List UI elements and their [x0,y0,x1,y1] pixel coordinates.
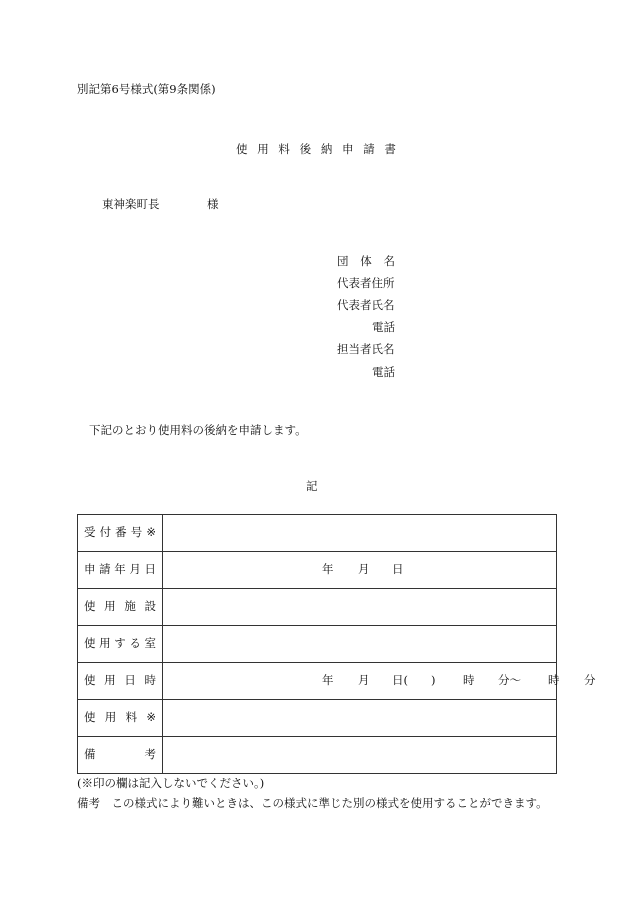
addressee-name: 東神楽町長 [102,197,160,211]
row-label-room [78,626,163,663]
row-label-application-date [78,552,163,589]
contact-phone-label: 電話 [372,365,395,379]
label-char: ※ [146,525,156,540]
label-char: 用 [104,599,116,614]
room-field[interactable] [163,626,557,663]
table-row [78,515,557,552]
minute-unit-end: 分 [584,673,596,687]
label-char: 月 [129,562,141,577]
hour-unit-start: 時 [463,673,475,687]
label-char: 日 [144,562,156,577]
title-char: 書 [384,142,396,156]
label-char: る [129,636,141,651]
ki-heading: 記 [306,479,318,493]
row-label-receipt-number [78,515,163,552]
label-char: 受 [84,525,96,540]
label-char: 使 [84,599,96,614]
table-row [78,663,557,700]
title-char: 請 [363,142,375,156]
row-label-remarks [78,737,163,774]
label-char: 設 [144,599,156,614]
table-row [78,552,557,589]
contact-name-label: 担当者氏名 [337,342,395,356]
label-char: 日 [124,673,136,688]
title-char: 料 [278,142,290,156]
addressee-honorific: 様 [207,197,219,211]
title-char: 納 [320,142,333,156]
phone-label: 電話 [372,320,395,334]
datetime-field[interactable] [163,663,596,700]
label-char: 請 [99,562,111,577]
row-label-facility [78,589,163,626]
label-char: 用 [104,673,116,688]
label-char: 備 [84,747,96,762]
receipt-number-field[interactable] [163,515,557,552]
row-label-fee [78,700,163,737]
month-unit: 月 [358,562,370,576]
label-char: ※ [146,710,156,725]
day-unit: 日( [392,673,408,687]
table-row [78,626,557,663]
title-char: 後 [299,142,312,156]
label-char: 付 [99,525,112,540]
label-char: 用 [104,710,117,725]
table-row [78,589,557,626]
month-unit: 月 [358,673,370,687]
label-char: す [114,636,126,651]
label-char: 使 [84,673,96,688]
label-char: 番 [115,525,127,540]
table-row [78,700,557,737]
form-reference: 別記第6号様式(第9条関係) [77,82,216,96]
label-char: 団 [337,254,349,268]
label-char: 室 [144,636,156,651]
hour-unit-end: 時 [548,673,560,687]
title-char: 使 [236,142,248,156]
rep-address-label: 代表者住所 [337,276,395,290]
minute-unit-start: 分～ [498,673,521,687]
label-char: 年 [114,562,126,577]
intro-text: 下記のとおり使用料の後納を申請します。 [89,423,307,437]
group-name-label [337,256,395,268]
dow-close: ) [431,673,436,687]
label-char: 使 [84,636,96,651]
table-row [78,737,557,774]
year-unit: 年 [322,562,334,576]
document-title [236,144,396,156]
label-char: 考 [144,747,156,762]
facility-field[interactable] [163,589,557,626]
label-char: 号 [130,525,143,540]
label-char: 申 [84,562,96,577]
row-label-datetime [78,663,163,700]
application-date-field[interactable] [163,552,557,589]
label-char: 名 [383,254,395,268]
label-char: 用 [99,636,111,651]
label-char: 料 [125,710,138,725]
fee-field[interactable] [163,700,557,737]
title-char: 用 [257,142,269,156]
remarks-field[interactable] [163,737,557,774]
remark-note: 備考 この様式により難いときは、この様式に準じた別の様式を使用することができます。 [77,796,548,810]
day-unit: 日 [392,562,404,576]
label-char: 時 [144,673,156,688]
label-char: 施 [124,599,136,614]
asterisk-note: (※印の欄は記入しないでください。) [77,776,265,790]
rep-name-label: 代表者氏名 [337,298,395,312]
label-char: 体 [360,254,372,268]
year-unit: 年 [322,673,334,687]
application-table [77,514,596,774]
label-char: 使 [84,710,96,725]
title-char: 申 [342,142,354,156]
